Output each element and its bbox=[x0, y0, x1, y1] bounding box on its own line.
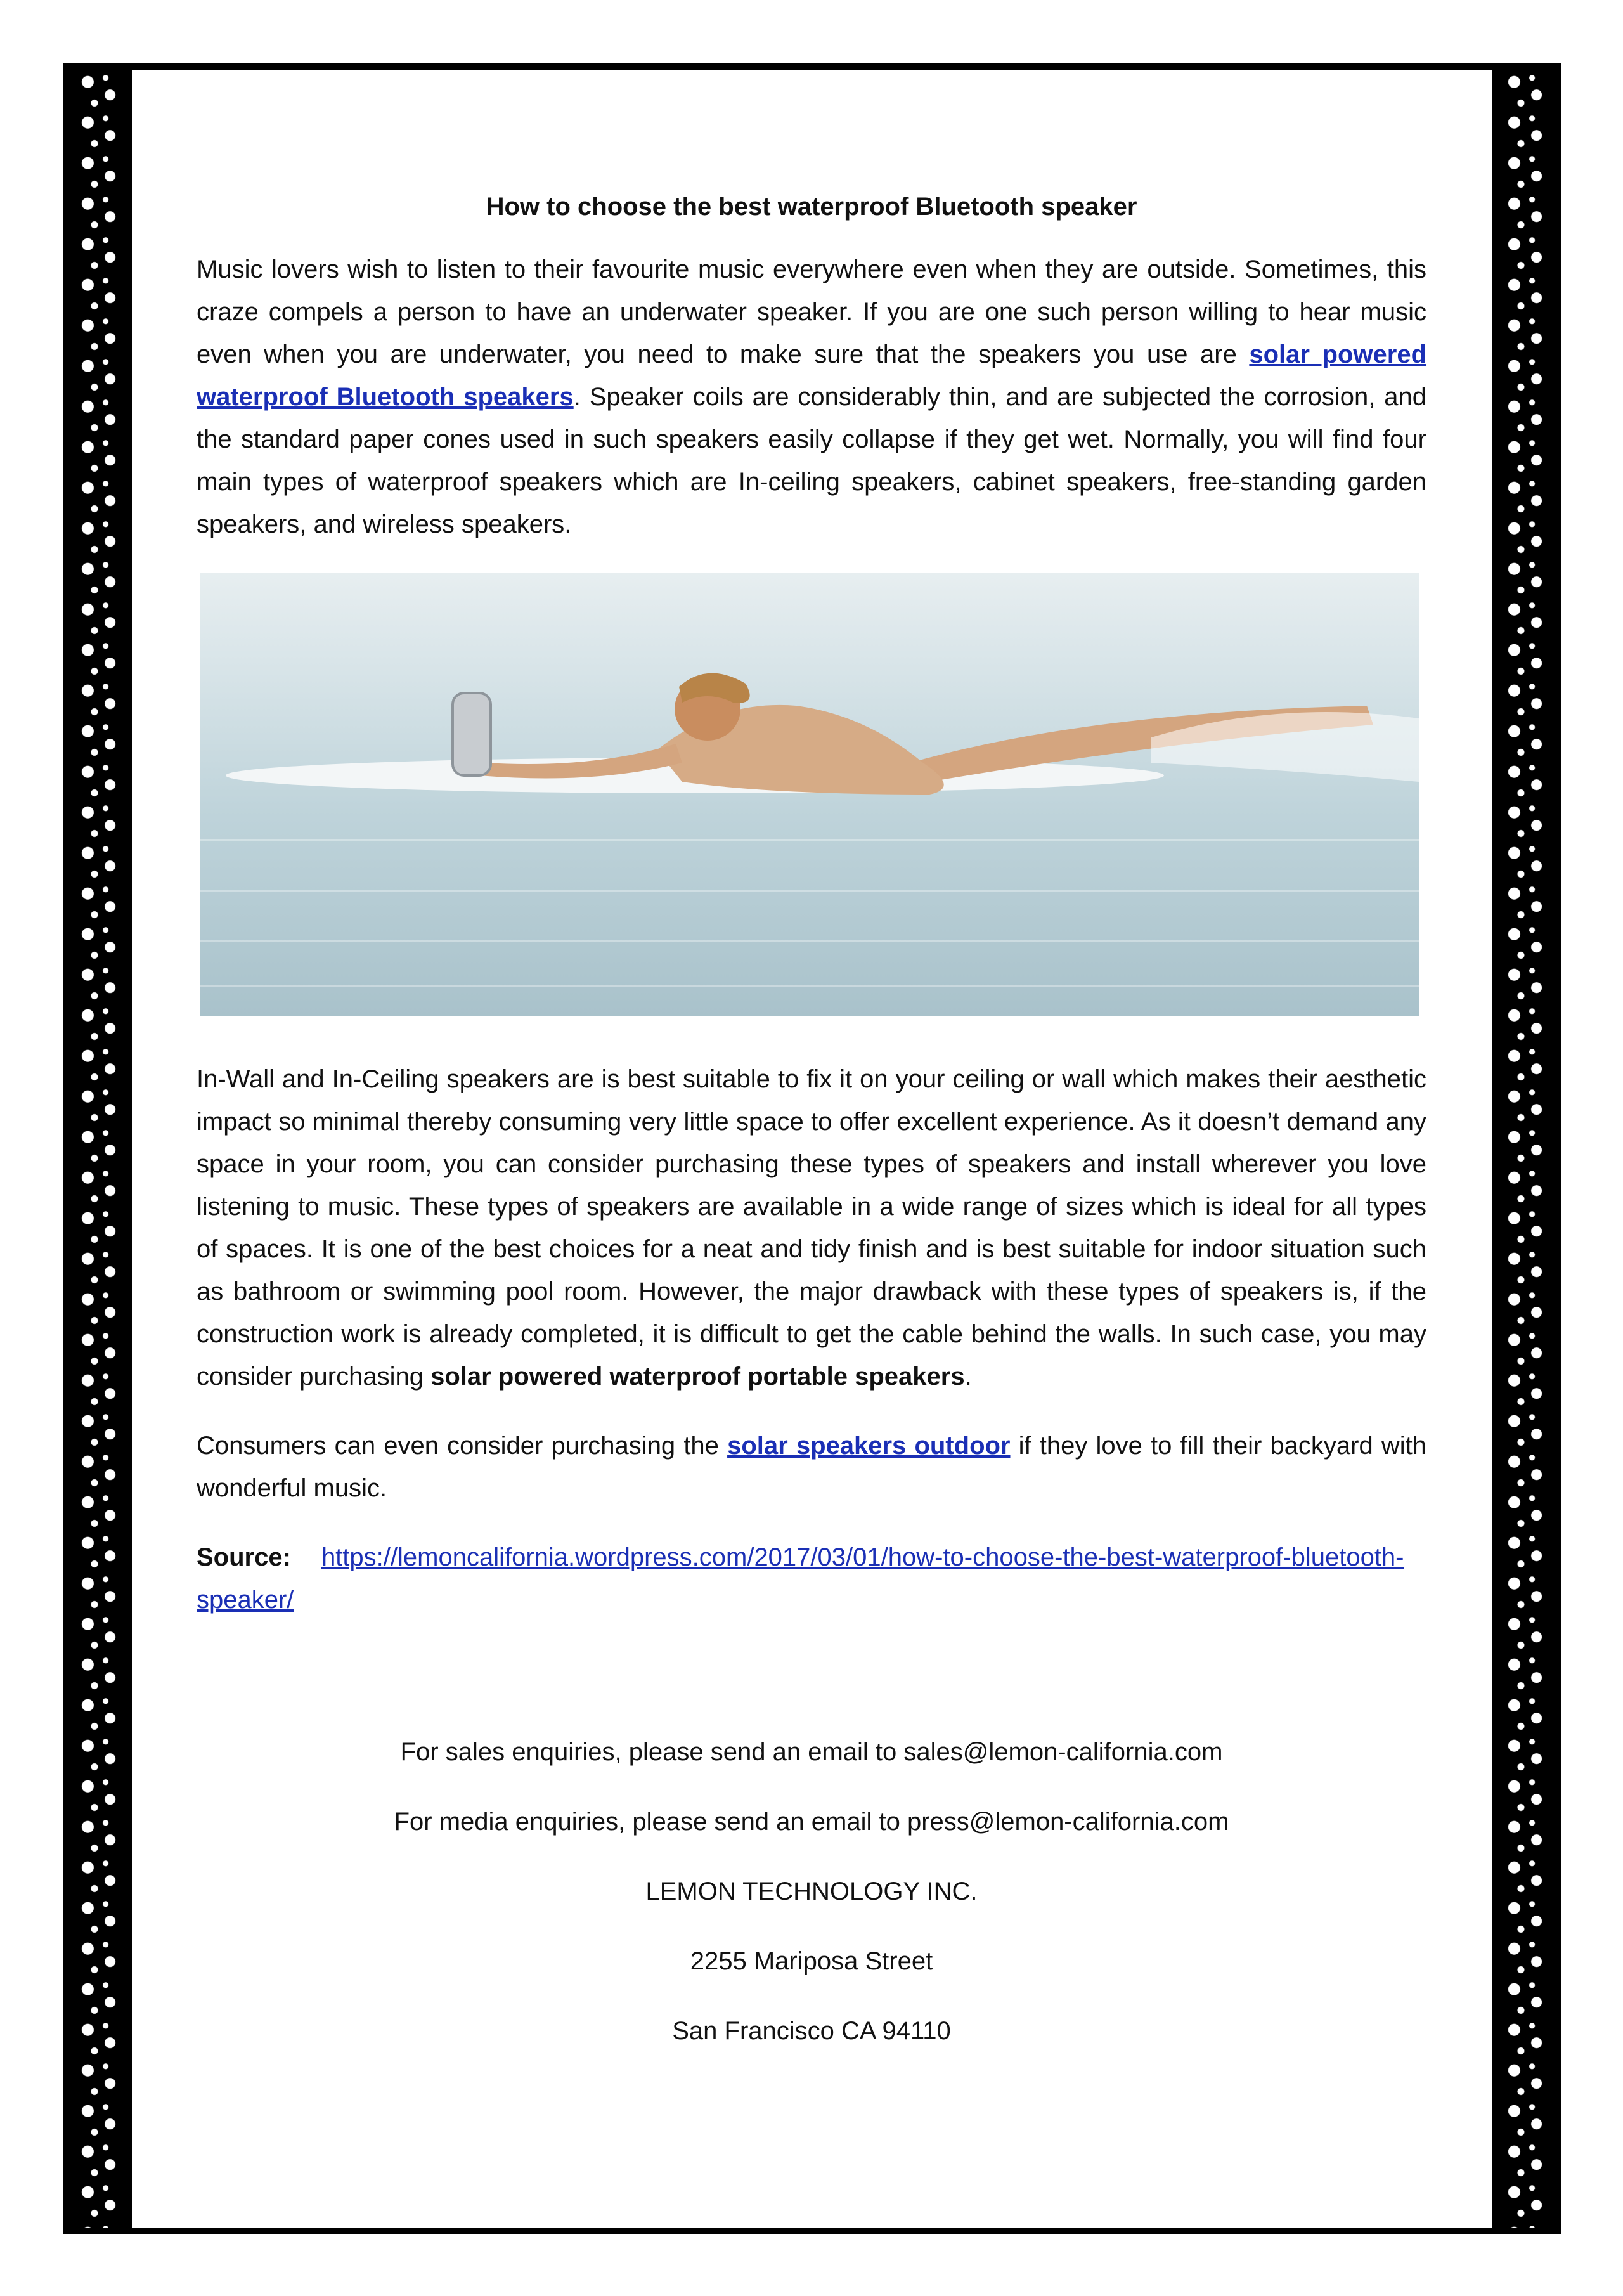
source-line bbox=[197, 1536, 1426, 1621]
bold-solar-powered-portable: solar powered waterproof portable speakers bbox=[430, 1363, 965, 1391]
paragraph-outdoor: Consumers can even consider purchasing the solar speakers outdoor if they love to fill their backyard with wonderful music. bbox=[197, 1432, 1426, 1502]
contact-block bbox=[197, 1735, 1426, 2047]
paragraph-intro: Music lovers wish to listen to their favourite music everywhere even when they are outside. Sometimes, this craze compels a person to have an underwater speaker. If you are one such person willing to hear music even when you are underwater, you need to make sure that the speakers you use are solar powered waterproof Bluetooth speakers. Speaker coils are considerably thin, and are subjected the corrosion, and the standard paper cones used in such speakers easily collapse if they get wet. Normally, you will find four main types of waterproof speakers which are In-ceiling speakers, cabinet speakers, free-standing garden speakers, and wireless speakers. bbox=[197, 256, 1427, 538]
source-url-link[interactable]: https://lemoncalifornia.wordpress.com/2017/03/01/how-to-choose-the-best-waterproof-bluetooth-speaker/ bbox=[197, 1543, 1404, 1614]
street-address: 2255 Mariposa Street bbox=[690, 1947, 933, 1975]
document-content bbox=[197, 190, 1426, 2084]
link-solar-speakers-outdoor[interactable]: solar speakers outdoor bbox=[727, 1432, 1011, 1460]
company-name: LEMON TECHNOLOGY INC. bbox=[645, 1878, 978, 1905]
surfer-speaker-photo bbox=[200, 573, 1419, 1016]
bluetooth-speaker-shape bbox=[453, 693, 491, 775]
photo-illustration bbox=[200, 573, 1419, 1016]
document-title: How to choose the best waterproof Bluetooth speaker bbox=[486, 193, 1137, 221]
paragraph-in-wall: In-Wall and In-Ceiling speakers are is best suitable to fix it on your ceiling or wall which makes their aesthetic impact so minimal thereby consuming very little space to offer excellent experience. As it doesn’t demand any space in your room, you can consider purchasing these types of speakers and install wherever you love listening to music. These types of speakers are available in a wide range of sizes which is ideal for all types of spaces. It is one of the best choices for a neat and tidy finish and is best suitable for indoor situation such as bathroom or swimming pool room. However, the major drawback with these types of speakers is, if the construction work is already completed, it is difficult to get the cable behind the walls. In such case, you may consider purchasing solar powered waterproof portable speakers. bbox=[197, 1065, 1426, 1391]
city-address: San Francisco CA 94110 bbox=[672, 2017, 951, 2045]
ornamental-border-right bbox=[1497, 70, 1553, 2228]
ornamental-border-left bbox=[71, 70, 127, 2228]
sales-enquiries: For sales enquiries, please send an email to sales@lemon-california.com bbox=[400, 1738, 1223, 1766]
link-solar-powered-waterproof-bluetooth-speakers[interactable]: solar powered waterproof Bluetooth speakers bbox=[197, 341, 1427, 411]
source-label: Source: bbox=[197, 1543, 291, 1571]
media-enquiries: For media enquiries, please send an email to press@lemon-california.com bbox=[394, 1808, 1229, 1836]
